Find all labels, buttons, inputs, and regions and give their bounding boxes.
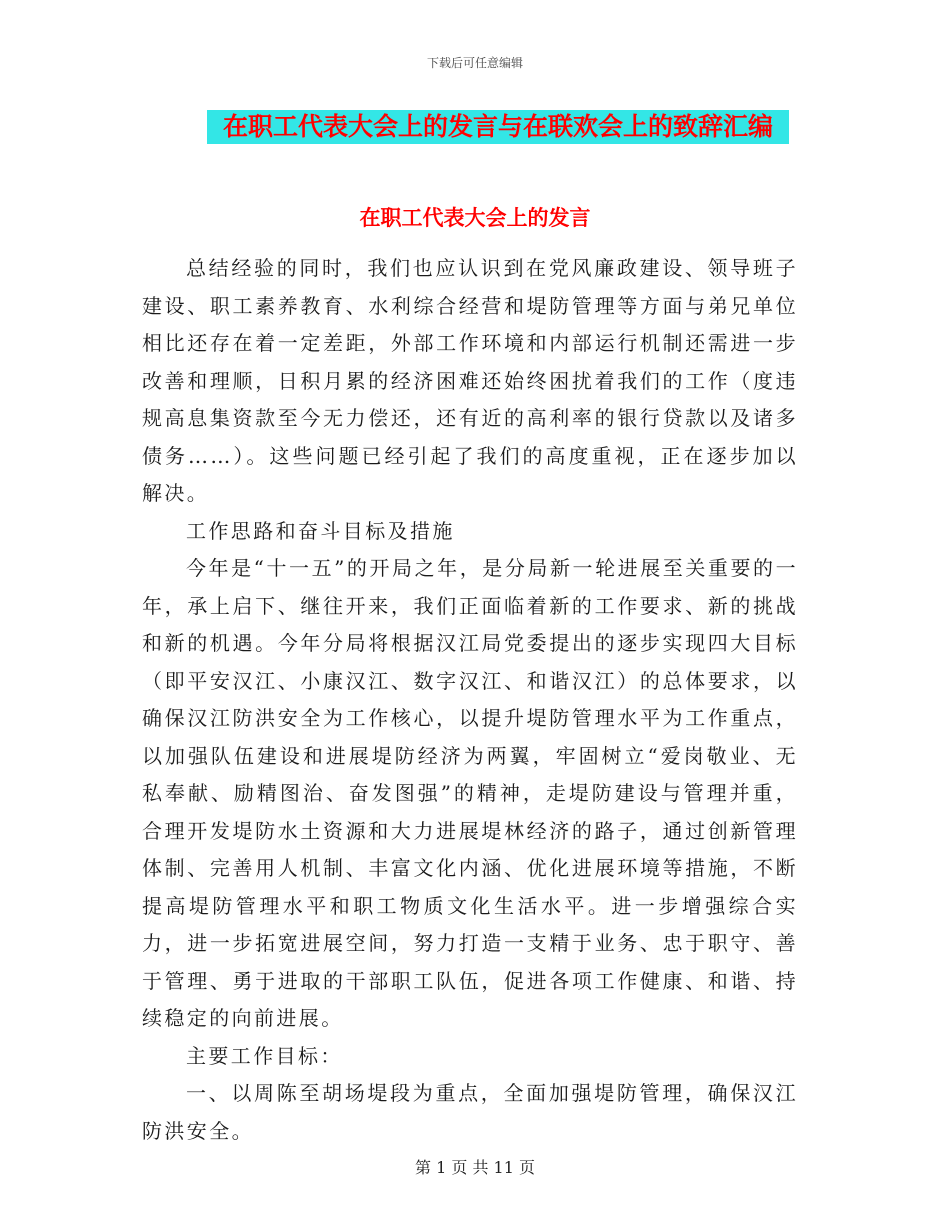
paragraph-heading-goals: 主要工作目标： — [186, 1043, 343, 1068]
header-note: 下载后可任意编辑 — [426, 56, 523, 70]
document-title-highlight — [207, 110, 789, 144]
paragraph-heading-ideas: 工作思路和奋斗目标及措施 — [186, 518, 455, 543]
paragraph-summary: 总结经验的同时，我们也应认识到在党风廉政建设、领导班子建设、职工素养教育、水利综合经营和堤防管理等方面与弟兄单位相比还存在着一定差距，外部工作环境和内部运行机制还需进一步改善和理顺，日积月累的经济困难还始终困扰着我们的工作（度违规高息集资款至今无力偿还，还有近的高利率的银行贷款以及诸多债务……）。这些问题已经引起了我们的高度重视，正在逐步加以解决。 — [142, 256, 798, 505]
paragraph-work-plan: 今年是“十一五”的开局之年，是分局新一轮进展至关重要的一年，承上启下、继往开来，我们正面临着新的工作要求、新的挑战和新的机遇。今年分局将根据汉江局党委提出的逐步实现四大目标（即平安汉江、小康汉江、数字汉江、和谐汉江）的总体要求，以确保汉江防洪安全为工作核心，以提升堤防管理水平为工作重点，以加强队伍建设和进展堤防经济为两翼，牢固树立“爱岗敬业、无私奉献、励精图治、奋发图强”的精神，走堤防建设与管理并重，合理开发堤防水土资源和大力进展堤林经济的路子，通过创新管理体制、完善用人机制、丰富文化内涵、优化进展环境等措施，不断提高堤防管理水平和职工物质文化生活水平。进一步增强综合实力，进一步拓宽进展空间，努力打造一支精于业务、忠于职守、善于管理、勇于进取的干部职工队伍，促进各项工作健康、和谐、持续稳定的向前进展。 — [142, 556, 798, 1030]
paragraph-goal-one: 一、以周陈至胡场堤段为重点，全面加强堤防管理，确保汉江防洪安全。 — [142, 1081, 798, 1143]
document-body — [142, 218, 798, 1150]
document-title: 在职工代表大会上的发言与在联欢会上的致辞汇编 — [207, 110, 789, 144]
section-title: 在职工代表大会上的发言 — [359, 206, 591, 230]
page-number-footer: 第 1 页 共 11 页 — [415, 1158, 535, 1177]
